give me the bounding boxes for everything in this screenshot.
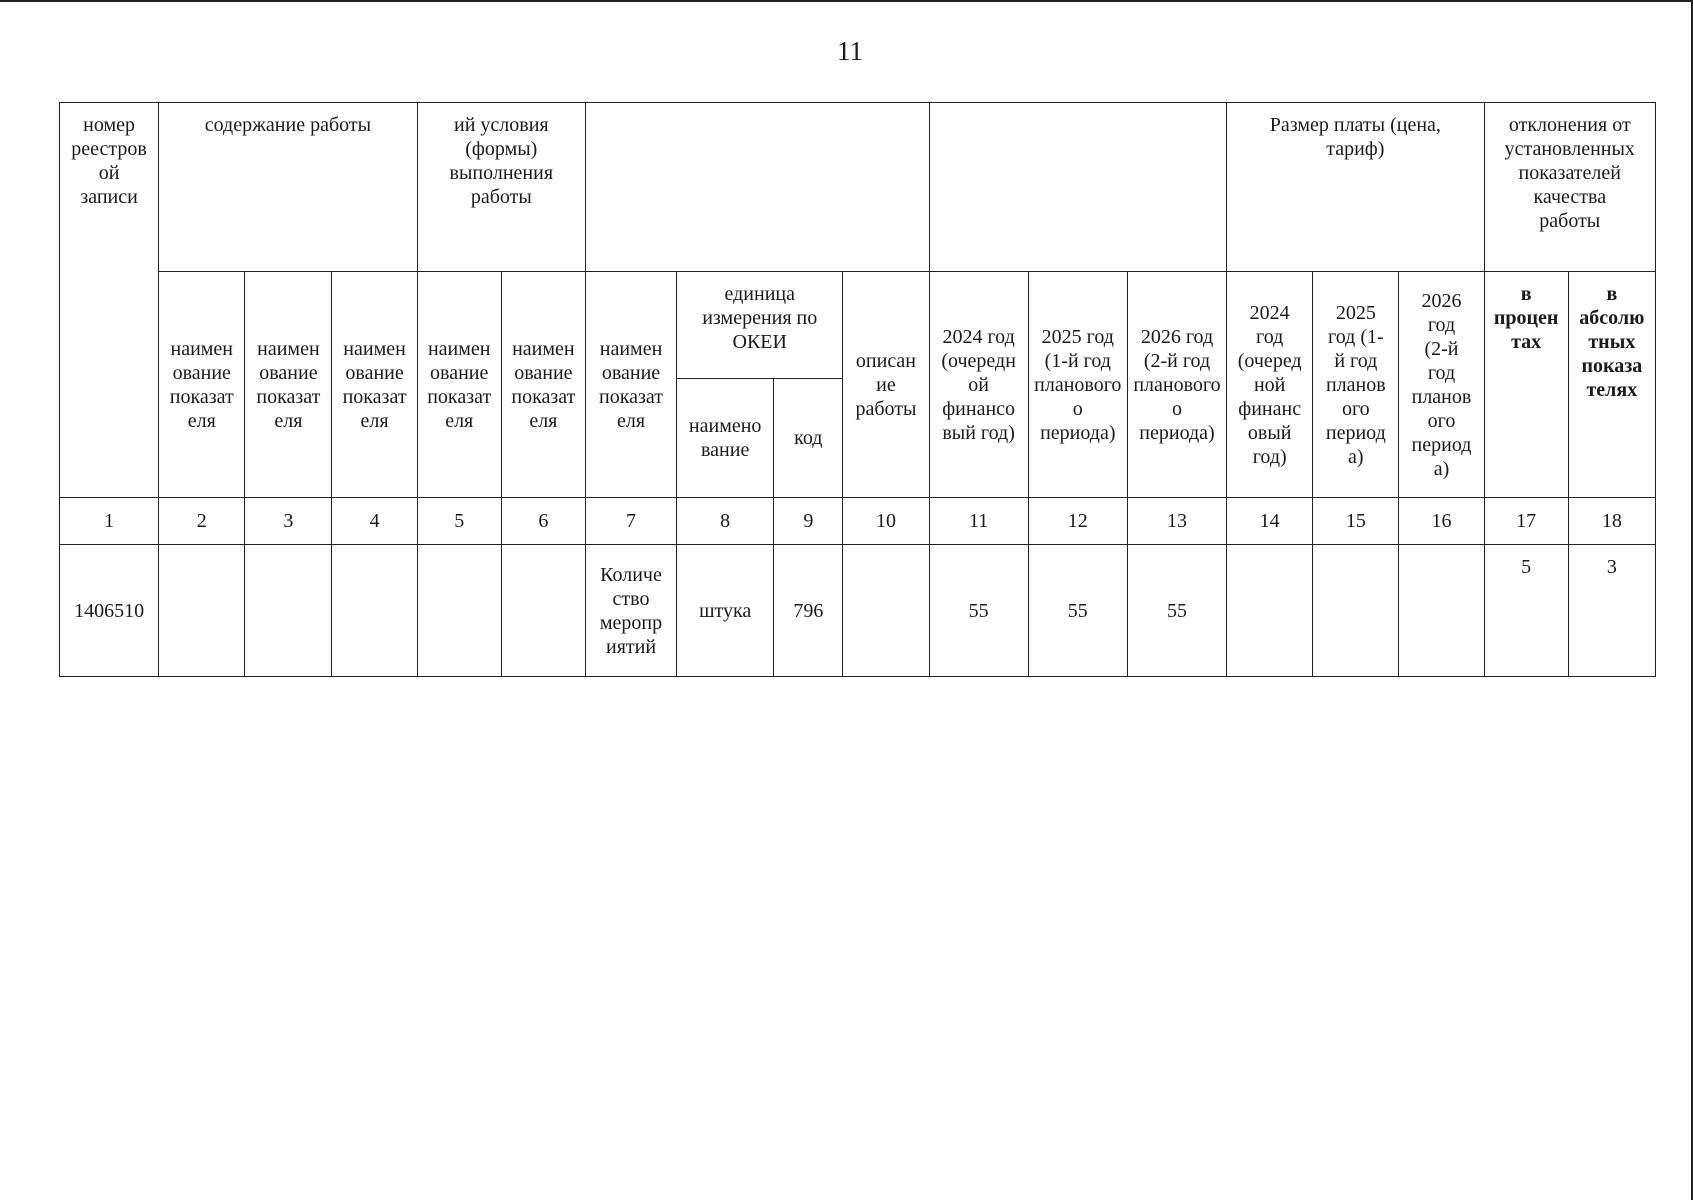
- indicator-cell: Количе ство меропр иятий: [585, 545, 676, 677]
- value-2024-cell: 55: [929, 545, 1028, 677]
- indicator-header-empty: [585, 103, 929, 272]
- indicators-table: [59, 102, 1656, 677]
- table-row: [60, 545, 1656, 677]
- year-2025-header: 2025 год (1-й год планового о периода): [1028, 272, 1127, 498]
- col-number: 9: [774, 498, 843, 545]
- col-number: 17: [1484, 498, 1568, 545]
- work-content-header: содержание работы: [159, 103, 417, 272]
- fee-size-header: Размер платы (цена, тариф): [1227, 103, 1484, 272]
- indicator-name-header-4: наимен ование показат еля: [332, 272, 417, 498]
- work-description-header: описан ие работы: [843, 272, 929, 498]
- in-percent-header: в процен тах: [1484, 272, 1568, 498]
- empty-cell: [159, 545, 245, 677]
- col-number: 10: [843, 498, 929, 545]
- year-2026-header: 2026 год (2-й год планового о периода): [1127, 272, 1226, 498]
- col-number: 14: [1227, 498, 1313, 545]
- deviations-header: отклонения от установленных показателей качества работы: [1484, 103, 1655, 272]
- value-header-empty: [929, 103, 1227, 272]
- col-number: 4: [332, 498, 417, 545]
- indicator-name-header-2: наимен ование показат еля: [159, 272, 245, 498]
- col-number: 1: [60, 498, 159, 545]
- deviation-percent-cell: 5: [1484, 545, 1568, 677]
- scan-edge-top: [0, 0, 1693, 2]
- fee-2026-header: 2026 год (2-й год планов ого период а): [1399, 272, 1484, 498]
- deviation-absolute-cell: 3: [1568, 545, 1655, 677]
- empty-cell: [245, 545, 332, 677]
- unit-name-header: наимено вание: [677, 379, 774, 498]
- registry-number-header: номер реестров ой записи: [60, 103, 159, 498]
- page-number: 11: [837, 36, 863, 66]
- col-number: 7: [585, 498, 676, 545]
- empty-cell: [417, 545, 501, 677]
- header-row-top: [60, 103, 1656, 272]
- indicator-name-header-5: наимен ование показат еля: [417, 272, 501, 498]
- col-number: 12: [1028, 498, 1127, 545]
- fee-2025-header: 2025 год (1- й год планов ого период а): [1313, 272, 1399, 498]
- indicator-name-header-7: наимен ование показат еля: [585, 272, 676, 498]
- col-number: 11: [929, 498, 1028, 545]
- in-absolute-header: в абсолю тных показа телях: [1568, 272, 1655, 498]
- value-2026-cell: 55: [1127, 545, 1226, 677]
- indicator-name-header-6: наимен ование показат еля: [501, 272, 585, 498]
- empty-cell: [501, 545, 585, 677]
- col-number: 2: [159, 498, 245, 545]
- header-row-sub: [60, 272, 1656, 379]
- col-number: 5: [417, 498, 501, 545]
- unit-code-cell: 796: [774, 545, 843, 677]
- empty-cell: [332, 545, 417, 677]
- unit-code-header: код: [774, 379, 843, 498]
- col-number: 6: [501, 498, 585, 545]
- col-number: 13: [1127, 498, 1226, 545]
- col-number: 3: [245, 498, 332, 545]
- registry-number-cell: 1406510: [60, 545, 159, 677]
- work-conditions-header: ий условия (формы) выполнения работы: [417, 103, 585, 272]
- unit-okei-header: единица измерения по ОКЕИ: [677, 272, 843, 379]
- column-numbers-row: [60, 498, 1656, 545]
- unit-name-cell: штука: [677, 545, 774, 677]
- fee-2024-cell: [1227, 545, 1313, 677]
- fee-2024-header: 2024 год (очеред ной финанс овый год): [1227, 272, 1313, 498]
- description-cell: [843, 545, 929, 677]
- indicator-name-header-3: наимен ование показат еля: [245, 272, 332, 498]
- value-2025-cell: 55: [1028, 545, 1127, 677]
- fee-2025-cell: [1313, 545, 1399, 677]
- col-number: 18: [1568, 498, 1655, 545]
- year-2024-header: 2024 год (очередн ой финансо вый год): [929, 272, 1028, 498]
- fee-2026-cell: [1399, 545, 1484, 677]
- col-number: 15: [1313, 498, 1399, 545]
- col-number: 16: [1399, 498, 1484, 545]
- col-number: 8: [677, 498, 774, 545]
